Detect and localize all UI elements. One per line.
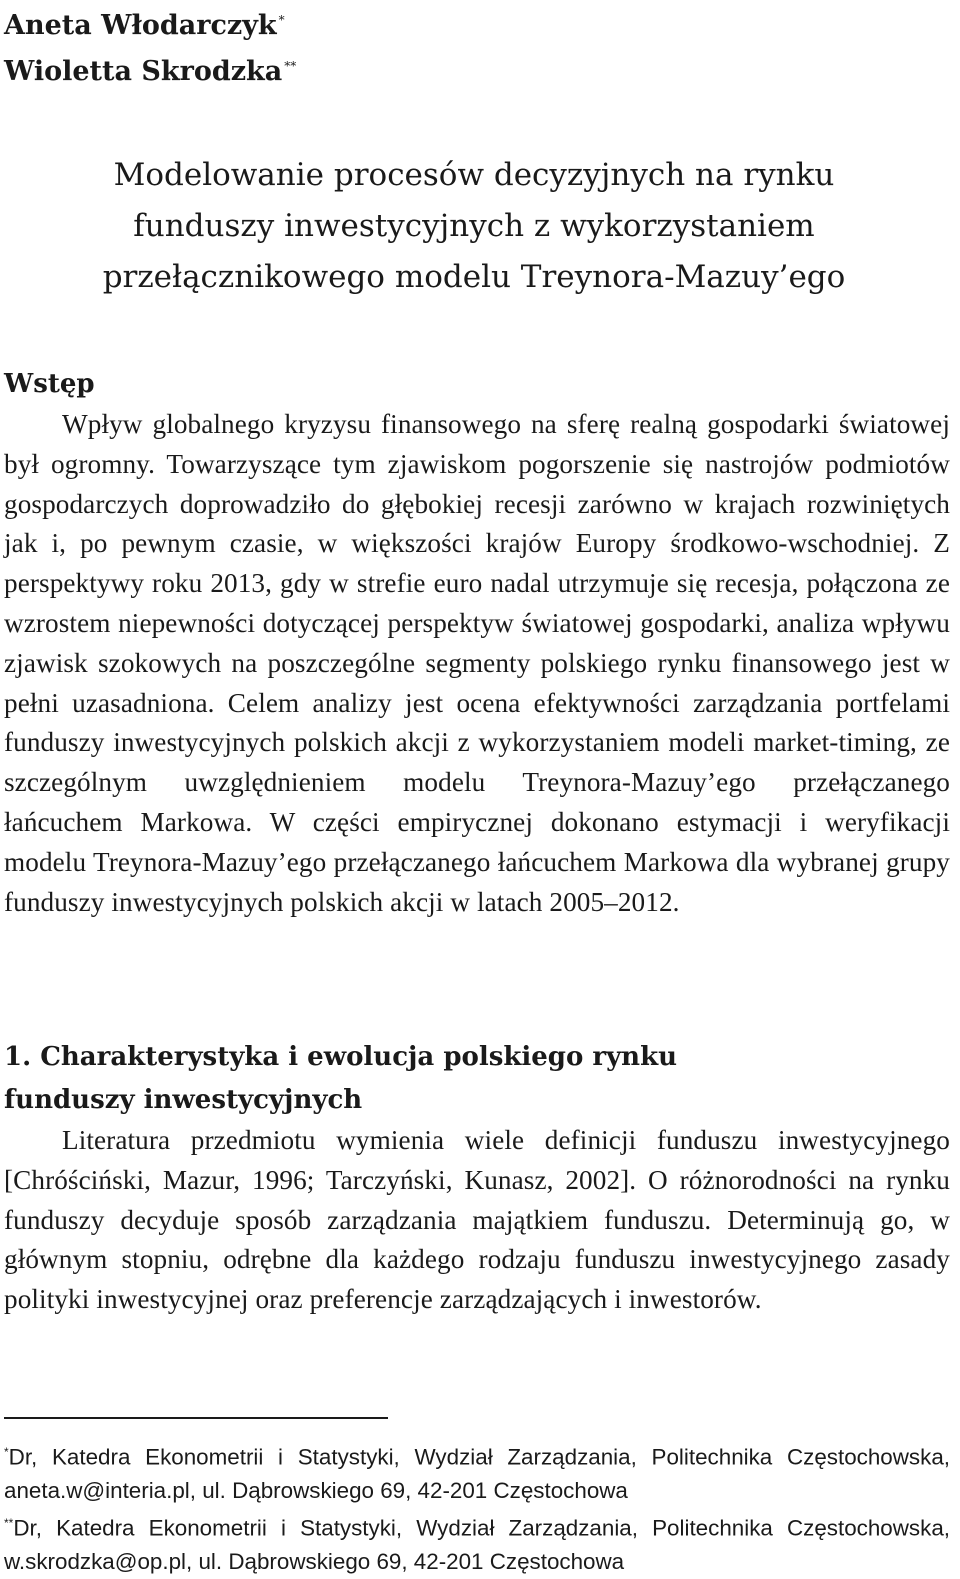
author-name: Aneta Włodarczyk [4, 10, 277, 41]
section-heading-1 [4, 1036, 677, 1122]
footnotes [4, 1436, 950, 1579]
section-heading-line: funduszy inwestycyjnych [4, 1085, 363, 1115]
section-heading-line: 1. Charakterystyka i ewolucja polskiego rynku [4, 1042, 678, 1072]
paper-title [0, 150, 948, 303]
title-line: Modelowanie procesów decyzyjnych na rynku [113, 157, 835, 193]
section-heading-intro: Wstęp [4, 369, 95, 399]
author-footnote-mark: ** [284, 59, 297, 73]
footnote-2 [4, 1507, 950, 1578]
section-1-paragraph: Literatura przedmiotu wymienia wiele definicji funduszu inwestycyjnego [Chróściński, Mazur, 1996; Tarczyński, Kunasz, 2002]. O różnorodności na rynku funduszy decyduje sposób zarządzania majątkiem funduszu. Determinują go, w głównym stopniu, odrębne dla każdego rodzaju funduszu inwestycyjnego zasady polityki inwestycyjnej oraz preferencje zarządzających i inwestorów. [4, 1125, 950, 1315]
footnote-text: Dr, Katedra Ekonometrii i Statystyki, Wydział Zarządzania, Politechnika Częstochowska, aneta.w@interia.pl, ul. Dąbrowskiego 69, 42-201 Częstochowa [4, 1444, 950, 1503]
footnote-text: Dr, Katedra Ekonometrii i Statystyki, Wydział Zarządzania, Politechnika Częstochowska, w.skrodzka@op.pl, ul. Dąbrowskiego 69, 42-201 Częstochowa [4, 1515, 950, 1575]
footnote-1 [4, 1436, 950, 1507]
title-line: funduszy inwestycyjnych z wykorzystaniem [133, 208, 815, 244]
footnote-mark: ** [4, 1516, 14, 1531]
author-1 [4, 0, 296, 46]
author-footnote-mark: * [278, 13, 285, 27]
author-name: Wioletta Skrodzka [4, 56, 283, 87]
author-2 [4, 46, 296, 92]
intro-paragraph: Wpływ globalnego kryzysu finansowego na sferę realną gospodarki światowej był ogromny. Towarzyszące tym zjawiskom pogorszenie się nastrojów podmiotów gospodarczych doprowadziło do głębokiej recesji zarówno w krajach rozwiniętych jak i, po pewnym czasie, w większości krajów Europy środkowo-wschodniej. Z perspektywy roku 2013, gdy w strefie euro nadal utrzymuje się recesja, połączona ze wzrostem niepewności dotyczącej perspektyw światowej gospodarki, analiza wpływu zjawisk szokowych na poszczególne segmenty polskiego rynku finansowego jest w pełni uzasadniona. Celem analizy jest ocena efektywności zarządzania portfelami funduszy inwestycyjnych polskich akcji z wykorzystaniem modeli market-timing, ze szczególnym uwzględnieniem modelu Treynora-Mazuy’ego przełączanego łańcuchem Markowa. W części empirycznej dokonano estymacji i weryfikacji modelu Treynora-Mazuy’ego przełączanego łańcuchem Markowa dla wybranej grupy funduszy inwestycyjnych polskich akcji w latach 2005–2012. [4, 409, 950, 917]
footnote-mark: * [4, 1445, 9, 1459]
footnote-separator [4, 1417, 388, 1419]
title-line: przełącznikowego modelu Treynora-Mazuy’ego [102, 259, 846, 295]
author-list [4, 0, 296, 92]
